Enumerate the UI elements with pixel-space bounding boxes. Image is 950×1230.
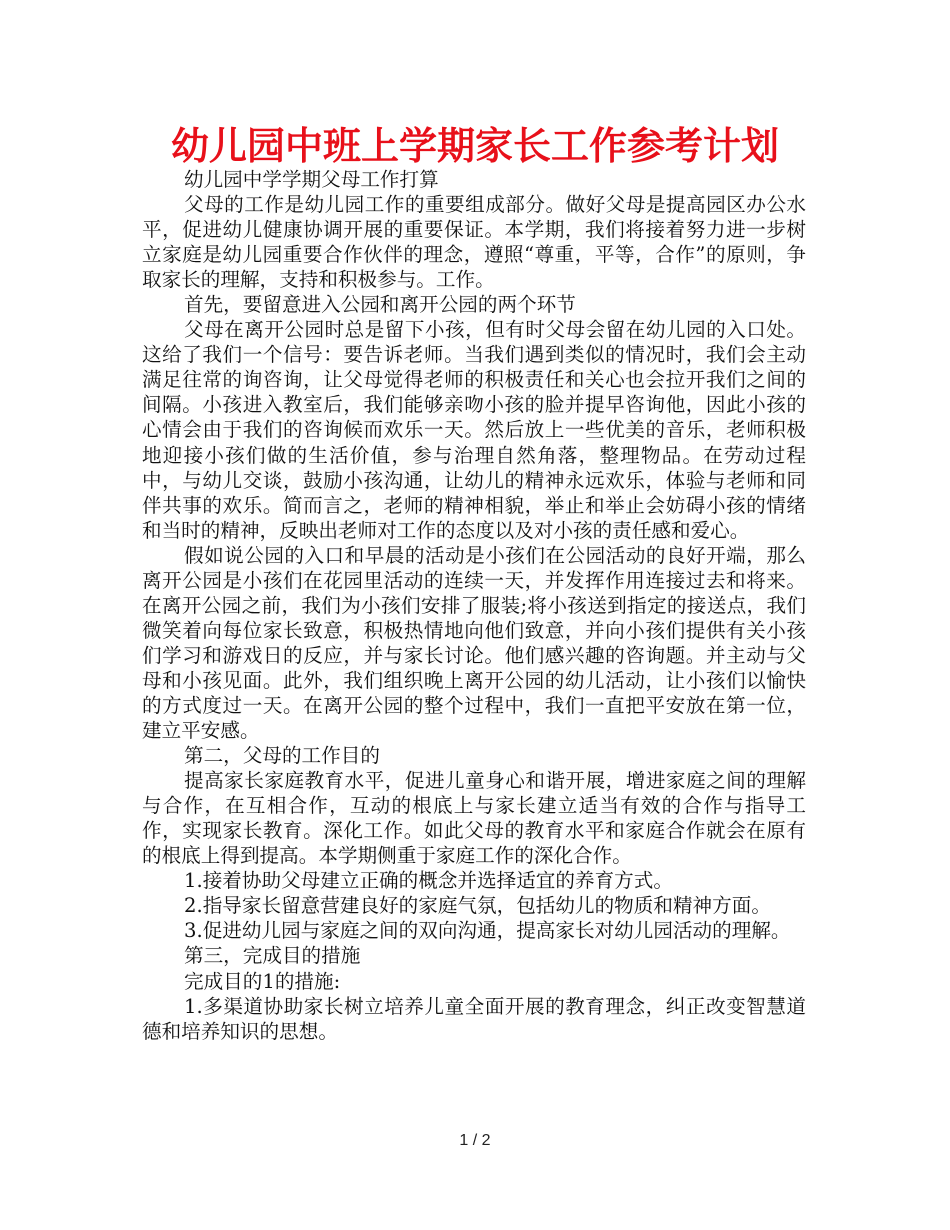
section-heading: 第三，完成目的措施 [184,944,361,968]
paragraph: 父母在离开公园时总是留下小孩，但有时父母会留在幼儿园的入口处。这给了我们一个信号：要告诉老师。当我们遇到类似的情况时，我们会主动满足往常的询咨询，让父母觉得老师的积极责任和关心也会拉开我们之间的间隔。小孩进入教室后，我们能够亲吻小孩的脸并提早咨询他，因此小孩的心情会由于我们的咨询候而欢乐一天。然后放上一些优美的音乐，老师积极地迎接小孩们做的生活价值，参与治理自然角落，整理物品。在劳动过程中，与幼儿交谈，鼓励小孩沟通，让幼儿的精神永远欢乐，体验与老师和同伴共事的欢乐。简而言之，老师的精神相貌，举止和举止会妨碍小孩的情绪和当时的精神，反映出老师对工作的态度以及对小孩的责任感和爱心。 [142,318,806,542]
document-body [142,167,806,1044]
section-heading: 第二，父母的工作目的 [184,744,380,768]
subheading: 完成目的1的措施: [184,969,341,993]
paragraph: 提高家长家庭教育水平，促进儿童身心和谐开展，增进家庭之间的理解与合作，在互相合作，互动的根底上与家长建立适当有效的合作与指导工作，实现家长教育。深化工作。如此父母的教育水平和家庭合作就会在原有的根底上得到提高。本学期侧重于家庭工作的深化合作。 [142,769,806,868]
document-title: 幼儿园中班上学期家长工作参考计划 [170,124,779,168]
paragraph: 假如说公园的入口和早晨的活动是小孩们在公园活动的良好开端，那么离开公园是小孩们在花园里活动的连续一天，并发挥作用连接过去和将来。在离开公园之前，我们为小孩们安排了服装;将小孩送到指定的接送点，我们微笑着向每位家长致意，积极热情地向他们致意，并向小孩们提供有关小孩们学习和游戏日的反应，并与家长讨论。他们感兴趣的咨询题。并主动与父母和小孩见面。此外，我们组织晚上离开公园的幼儿活动，让小孩们以愉快的方式度过一天。在离开公园的整个过程中，我们一直把平安放在第一位，建立平安感。 [142,543,806,743]
section-heading: 首先，要留意进入公园和离开公园的两个环节 [184,293,576,317]
list-item: 1.接着协助父母建立正确的概念并选择适宜的养育方式。 [184,869,673,893]
list-item: 3.促进幼儿园与家庭之间的双向沟通，提高家长对幼儿园活动的理解。 [184,919,791,943]
paragraph: 父母的工作是幼儿园工作的重要组成部分。做好父母是提高园区办公水平，促进幼儿健康协调开展的重要保证。本学期，我们将接着努力进一步树立家庭是幼儿园重要合作伙伴的理念，遵照“尊重，平等，合作”的原则，争取家长的理解，支持和积极参与。工作。 [142,193,806,292]
page-number: 1 / 2 [459,1132,491,1149]
list-item: 2.指导家长留意营建良好的家庭气氛，包括幼儿的物质和精神方面。 [184,894,771,918]
paragraph: 幼儿园中学学期父母工作打算 [184,168,439,191]
list-item: 1.多渠道协助家长树立培养儿童全面开展的教育理念，纠正改变智慧道德和培养知识的思想。 [142,994,806,1043]
